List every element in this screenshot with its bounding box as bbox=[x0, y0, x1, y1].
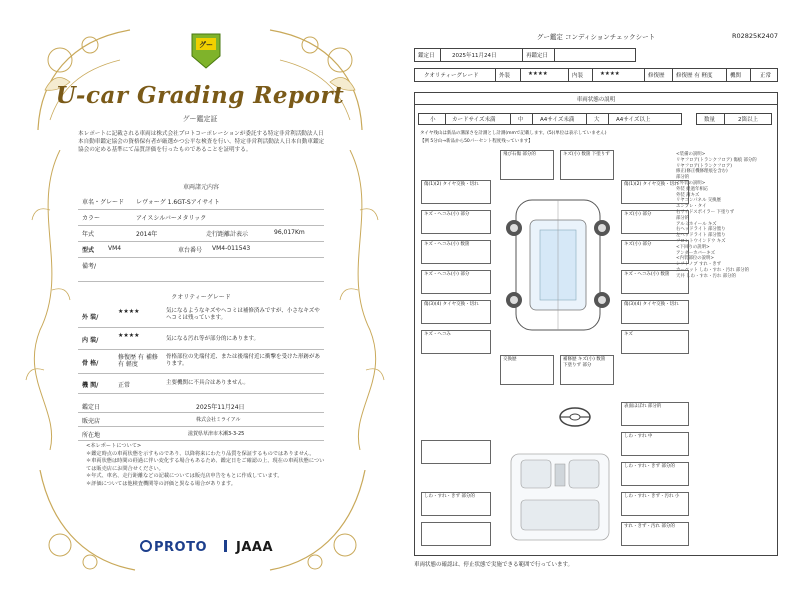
note-line: ＊評価については他検査機関等の評価と異なる場合があります。 bbox=[86, 480, 236, 487]
vehicle-year-label: 年式 bbox=[82, 231, 95, 238]
legend-line: 修正(修正機修理痕を含む) bbox=[676, 169, 728, 175]
quality-desc: 気になる汚れ等が部分的にあります。 bbox=[166, 336, 260, 342]
divider bbox=[522, 48, 523, 62]
callout-box: キズ(小) 部分 bbox=[621, 210, 689, 234]
quality-stars: ★★★★ bbox=[118, 332, 140, 339]
size-cell: 大 bbox=[594, 117, 600, 123]
callout-box: キズ(小) 数箇 下塗りず bbox=[560, 150, 614, 180]
vehicle-model-row bbox=[78, 243, 324, 258]
callout-box: 補修歴 キズ(小) 数箇 下塗りず 部分 bbox=[560, 355, 614, 385]
address-value: 滋賀県草津市木瀬3-3-25 bbox=[188, 431, 245, 437]
vehicle-name-row bbox=[78, 195, 324, 210]
divider bbox=[586, 113, 587, 125]
divider bbox=[672, 68, 673, 82]
ornament-right-vine bbox=[330, 150, 390, 450]
legend-line: 天井 しわ・すれ・汚れ 部分的 bbox=[676, 273, 736, 279]
legend-line: <下回りの説明> bbox=[676, 244, 710, 250]
legend-line: アンダーカバーキズ bbox=[676, 250, 715, 256]
appraisal-date-label: 鑑定日 bbox=[82, 404, 101, 411]
certificate-subtitle: グー鑑定証 bbox=[182, 115, 218, 123]
callout-box: しわ・すれ・きず 部分的 bbox=[621, 462, 689, 486]
quality-desc: 主要機関に不具合はありません。 bbox=[166, 380, 249, 386]
divider bbox=[724, 113, 725, 125]
legend-line: 部分的 bbox=[676, 175, 690, 181]
legend-line: <外装の説明> bbox=[676, 180, 706, 186]
date-label: 鑑定日 bbox=[418, 53, 435, 59]
legend-line: リヤフロア(トランクフロア) 傷痕 部分的 bbox=[676, 157, 757, 163]
vehicle-year-row bbox=[78, 227, 324, 242]
quality-row-exterior bbox=[78, 305, 324, 328]
quality-row-engine bbox=[78, 375, 324, 394]
quality-desc: 気になるようなキズやヘコミは補修済みですが、小さなキズやヘコミは残っています。 bbox=[166, 308, 320, 321]
note-line: ＊車両状態は時間の経過に伴い変化する場合もあるため、鑑定日をご確認の上、現在の車両状態については販売店にお問合せください。 bbox=[86, 458, 325, 472]
quality-row-interior bbox=[78, 329, 324, 350]
reappraisal-label: 再鑑定日 bbox=[526, 53, 549, 59]
divider bbox=[592, 68, 593, 82]
legend-line: <内装部位の説明> bbox=[676, 256, 715, 262]
divider bbox=[554, 48, 555, 62]
quality-grade-label: クオリティーグレード bbox=[424, 73, 479, 79]
callout-box bbox=[421, 522, 491, 546]
remarks-label: 備考/ bbox=[82, 263, 97, 270]
vehicle-name-label: 車名・グレード bbox=[82, 199, 125, 206]
divider bbox=[445, 113, 446, 125]
callout-box: キズ・ヘコみ(小) 数箇 bbox=[621, 270, 689, 294]
legend-line: エンブレ・タイ bbox=[676, 204, 707, 210]
divider bbox=[750, 68, 751, 82]
tire-instruction: タイヤ残山は新品の溝深さを計測とし計測(mmで記載します。(5)(単位は表示していません) bbox=[420, 131, 607, 136]
vehicle-color-label: カラー bbox=[82, 215, 101, 222]
divider bbox=[726, 68, 727, 82]
note-line: ＊年式、車名、走行距離などの記載については販売店申告をもとに作成しています。 bbox=[86, 473, 283, 480]
legend-line: カーペット しわ・すれ・汚れ 部分的 bbox=[676, 267, 750, 273]
quality-stars: 正常 bbox=[118, 382, 131, 389]
divider bbox=[440, 48, 441, 62]
callout-box: キズ bbox=[621, 330, 689, 354]
ornament-left-vine bbox=[20, 150, 80, 450]
callout-box: キズ・ヘコみ(小) 数箇 bbox=[421, 240, 491, 264]
size-cell: A4サイズ以上 bbox=[616, 117, 651, 123]
legend-line: 右ヘッドライト 部分曇り bbox=[676, 227, 726, 233]
quality-label: 機 関/ bbox=[82, 382, 99, 389]
sheet-footer-note: 車両状態の確認は、停止状態で実施できる範囲で行っています。 bbox=[414, 562, 574, 568]
dealer-row bbox=[78, 414, 324, 427]
callout-box bbox=[421, 440, 491, 464]
divider bbox=[568, 68, 569, 82]
legend-line: 外装 薄キズ bbox=[676, 192, 700, 198]
sheet-title: グー鑑定 コンディションチェックシート bbox=[536, 33, 656, 41]
divider bbox=[520, 68, 521, 82]
dealer-label: 販売店 bbox=[82, 418, 101, 425]
callout-box: キズ・ヘコみ(小) 部分 bbox=[421, 270, 491, 294]
note-line: <本レポートについて> bbox=[86, 443, 142, 449]
exterior-label: 外装 bbox=[499, 73, 511, 79]
callout-box: キズ(小) 部分 bbox=[621, 240, 689, 264]
goo-kantei-badge-icon bbox=[188, 30, 224, 70]
date-value: 2025年11月24日 bbox=[452, 53, 497, 59]
callout-box: キズ・ヘコみ bbox=[421, 330, 491, 354]
divider bbox=[608, 113, 609, 125]
note-line: ＊鑑定時点の車両状態を示すものであり、以降将来にわたり品質を保証するものではありません。 bbox=[86, 450, 315, 457]
interior-value: ★★★★ bbox=[600, 71, 620, 77]
condition-header: 車両状態の説明 bbox=[576, 97, 616, 103]
svg-text:グー: グー bbox=[199, 41, 213, 49]
callout-box: しわ・すれ・きず 部分的 bbox=[421, 492, 491, 516]
condition-legend bbox=[676, 152, 776, 280]
callout-box: 傷(3)(4) タイヤ交換・切れ bbox=[421, 300, 491, 324]
mileage-label: 走行距離計表示 bbox=[206, 231, 249, 238]
dealer-value: 株式会社ミライアル bbox=[196, 417, 241, 423]
chassis-value: VM4-011543 bbox=[212, 245, 251, 252]
quality-desc: 骨格部位の先端付近、または後端付近に衝撃を受けた形跡があります。 bbox=[166, 354, 321, 367]
divider bbox=[532, 113, 533, 125]
legend-line: リヤフロア(トランクフロア) bbox=[676, 163, 732, 169]
vehicle-model-label: 型式 bbox=[82, 247, 95, 254]
size-cell: A4サイズ未満 bbox=[540, 117, 575, 123]
engine-label: 機関 bbox=[730, 73, 742, 79]
tire-example: 【例 5分山→新品から50パーセント程度残っています】 bbox=[420, 139, 533, 144]
callout-box: 交換歴 bbox=[500, 355, 554, 385]
date-row bbox=[414, 48, 636, 62]
vehicle-remarks-row bbox=[78, 259, 324, 282]
callout-box: しわ・すれ 中 bbox=[621, 432, 689, 456]
legend-line: <装備の説明> bbox=[676, 152, 706, 157]
legend-line: フロントウインドウ キズ bbox=[676, 238, 726, 244]
address-label: 所在地 bbox=[82, 432, 101, 439]
certificate-intro: 本レポートに記載される車両は株式会社プロトコーポレーションが委託する特定非営利活動法人日本自動車鑑定協会の資格保有者が厳選かつ公平な検査を行い、特定非営利活動法人日本自動車鑑定協会の定める基準にて品質評価を行ったものであることを証明する。 bbox=[78, 131, 325, 154]
legend-line: 右サイドスポイラー 下塗りず bbox=[676, 209, 735, 215]
jaaa-logo bbox=[224, 540, 273, 555]
jaaa-logo-text: JAAA bbox=[236, 540, 274, 555]
quality-stars: ★★★★ bbox=[118, 308, 140, 315]
callout-box: 傷(1)(2) タイヤ交換・切れ bbox=[621, 180, 689, 204]
repair-value: 修復歴 有 軽度 bbox=[676, 73, 713, 79]
quality-label: 内 装/ bbox=[82, 337, 99, 344]
address-row bbox=[78, 428, 324, 441]
callout-box: 飛び石傷 部分的 bbox=[500, 150, 554, 180]
callout-box: すれ・きず・汚れ 部分的 bbox=[621, 522, 689, 546]
quantity-label: 数量 bbox=[704, 117, 716, 123]
appraisal-date-row bbox=[78, 400, 324, 413]
size-cell: カードサイズ未満 bbox=[452, 117, 496, 123]
vehicle-color-row bbox=[78, 211, 324, 226]
proto-logo-text: PROTO bbox=[154, 540, 208, 555]
engine-value: 正常 bbox=[760, 73, 772, 79]
interior-seat-diagram bbox=[505, 450, 615, 545]
vehicle-name-value: レヴォーグ 1.6GT-Sアイサイト bbox=[136, 199, 220, 206]
sheet-number: R02825K2407 bbox=[732, 32, 778, 40]
callout-box: キズ・ヘコみ(小) 部分 bbox=[421, 210, 491, 234]
vehicle-model-value: VM4 bbox=[108, 245, 122, 252]
repair-label: 修復歴 bbox=[648, 73, 665, 79]
legend-line: 外装 経過年相応 bbox=[676, 186, 709, 192]
quality-section-heading: クオリティーグレード bbox=[171, 294, 231, 301]
legend-line: アルミホイール キズ bbox=[676, 221, 717, 227]
divider bbox=[644, 68, 645, 82]
size-cell: 小 bbox=[430, 117, 436, 123]
quality-label: 骨 格/ bbox=[82, 360, 99, 367]
steering-wheel-icon bbox=[558, 405, 592, 429]
quality-stars: 修復歴 有 補修有 軽度 bbox=[118, 354, 158, 368]
car-top-view-diagram bbox=[500, 190, 616, 340]
quality-label: 外 装/ bbox=[82, 314, 99, 321]
vehicle-section-heading: 車両諸元内容 bbox=[182, 184, 219, 191]
legend-line: 部分的 bbox=[676, 215, 690, 221]
quantity-value: 2箇以上 bbox=[738, 117, 758, 123]
vehicle-year-value: 2014年 bbox=[136, 231, 158, 238]
certificate-notes bbox=[86, 443, 326, 489]
callout-box: 傷(3)(4) タイヤ交換・切れ bbox=[621, 300, 689, 324]
interior-label: 内装 bbox=[572, 73, 584, 79]
divider bbox=[414, 104, 778, 105]
certificate-title: U-car Grading Report bbox=[55, 82, 345, 109]
jaaa-logo-icon bbox=[224, 540, 234, 552]
size-cell: 中 bbox=[518, 117, 524, 123]
exterior-value: ★★★★ bbox=[528, 71, 548, 77]
callout-box: 表面ほぼれ 部分的 bbox=[621, 402, 689, 426]
divider bbox=[510, 113, 511, 125]
chassis-label: 車台番号 bbox=[178, 247, 203, 254]
vehicle-color-value: アイスシルバーメタリック bbox=[136, 215, 207, 222]
divider bbox=[495, 68, 496, 82]
quality-row-frame bbox=[78, 351, 324, 374]
callout-box: 傷(1)(2) タイヤ交換・切れ bbox=[421, 180, 491, 204]
callout-box: しわ・すれ・きず・汚れ 小 bbox=[621, 492, 689, 516]
proto-logo-icon bbox=[140, 540, 152, 552]
legend-line: 左ヘッドライト 部分曇り bbox=[676, 233, 726, 239]
legend-line: シフトノブ すれ・きず bbox=[676, 262, 722, 268]
legend-line: リヤコンパネル 交換歴 bbox=[676, 198, 721, 204]
appraisal-date-value: 2025年11月24日 bbox=[196, 404, 245, 411]
proto-logo bbox=[140, 540, 207, 555]
mileage-value: 96,017Km bbox=[274, 229, 305, 236]
